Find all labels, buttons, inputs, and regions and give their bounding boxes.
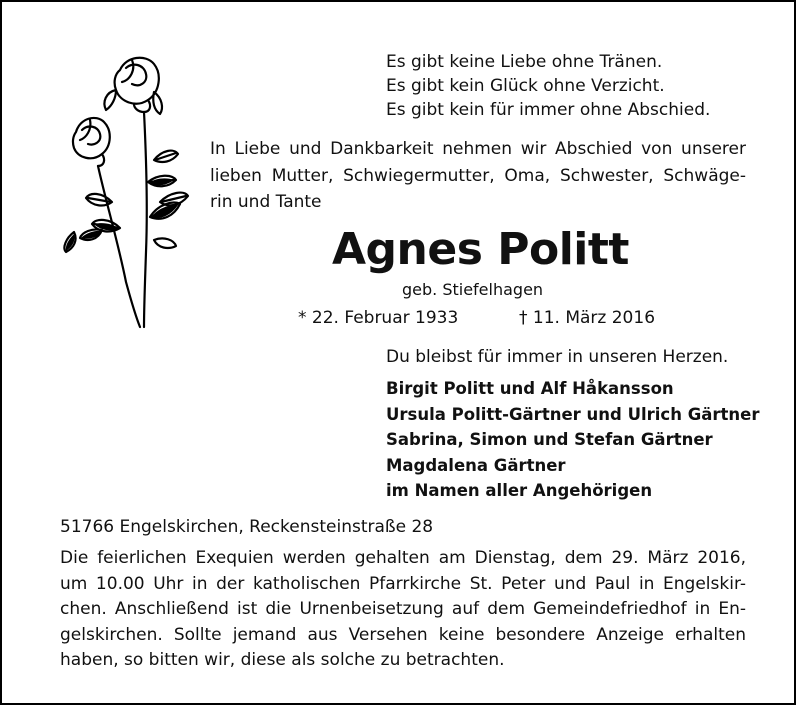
intro-line: In Liebe und Dankbarkeit nehmen wir Abschied von unserer	[210, 139, 746, 159]
family-line: im Namen aller Angehörigen	[386, 481, 653, 500]
birth-name: geb. Stiefelhagen	[402, 280, 544, 299]
poem-line: Es gibt keine Liebe ohne Tränen.	[386, 52, 663, 72]
intro-line: lieben Mutter, Schwiegermutter, Oma, Schwester, Schwäge-	[210, 165, 746, 186]
details-line: Die feierlichen Exequien werden gehalten am Dienstag, dem 29. März 2016,	[60, 548, 746, 568]
family-line: Magdalena Gärtner	[386, 455, 566, 475]
birth-date: * 22. Februar 1933	[298, 308, 459, 328]
details-line: chen. Anschließend ist die Urnenbeisetzung auf dem Gemeindefriedhof in En-	[60, 599, 746, 619]
rose-illustration	[62, 52, 192, 332]
poem-line: Es gibt kein für immer ohne Abschied.	[386, 100, 711, 120]
funeral-details	[60, 546, 746, 674]
family-line: Birgit Politt und Alf Håkansson	[386, 379, 674, 398]
details-line: gelskirchen. Sollte jemand aus Versehen keine besondere Anzeige erhalten	[60, 624, 746, 645]
family-line: Ursula Politt-Gärtner und Ulrich Gärtner	[386, 404, 760, 424]
motto: Du bleibst für immer in unseren Herzen.	[386, 347, 729, 367]
address: 51766 Engelskirchen, Reckensteinstraße 28	[60, 517, 434, 537]
family-signatures	[386, 376, 759, 504]
death-date: † 11. März 2016	[519, 308, 656, 328]
deceased-name: Agnes Politt	[332, 224, 629, 275]
details-line: um 10.00 Uhr in der katholischen Pfarrkirche St. Peter und Paul in Engelskir-	[60, 573, 746, 594]
intro-text	[210, 136, 746, 216]
poem-line: Es gibt kein Glück ohne Verzicht.	[386, 76, 665, 96]
poem	[386, 50, 710, 122]
family-line: Sabrina, Simon und Stefan Gärtner	[386, 430, 713, 449]
intro-line: rin und Tante	[210, 192, 322, 212]
details-line: haben, so bitten wir, diese als solche zu betrachten.	[60, 650, 505, 670]
